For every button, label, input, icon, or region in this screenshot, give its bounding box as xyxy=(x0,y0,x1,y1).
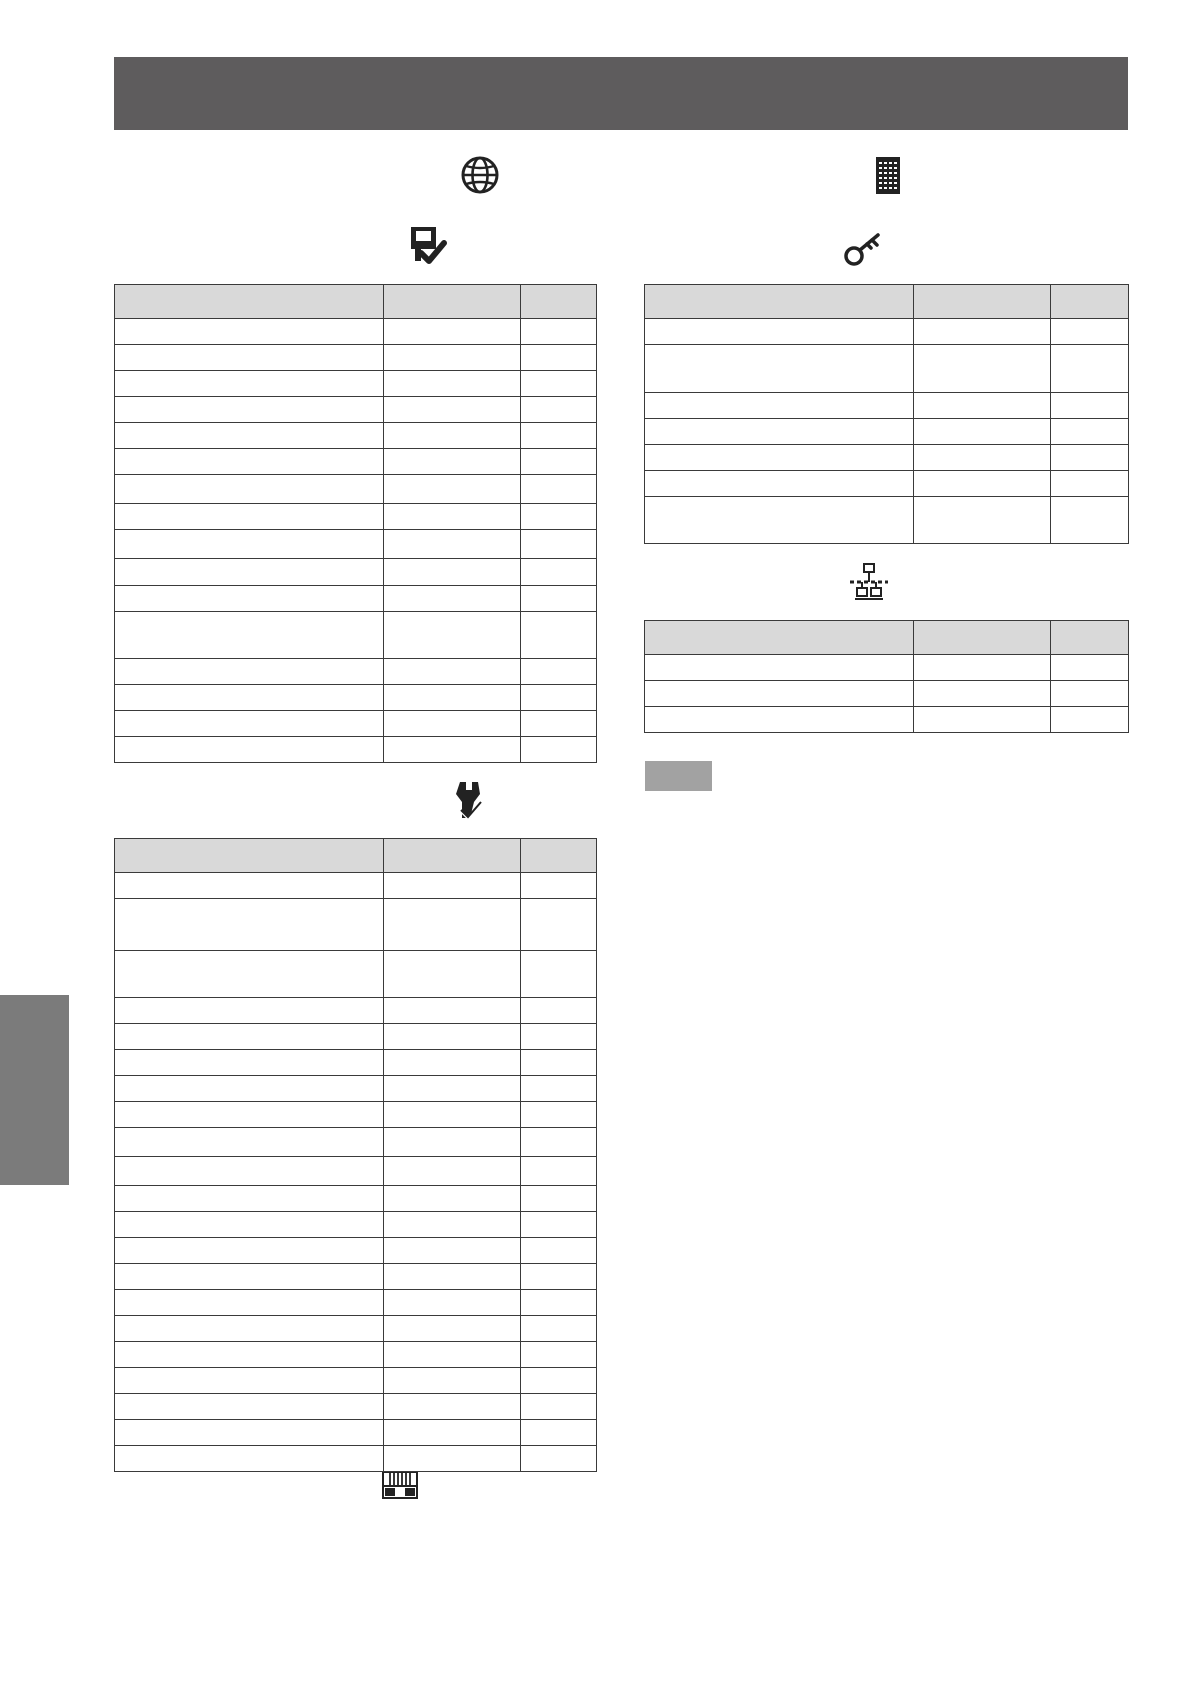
table-row xyxy=(115,586,597,612)
table-cell xyxy=(521,659,597,685)
table-cell xyxy=(521,1157,597,1186)
table-row xyxy=(115,559,597,586)
table-header-row xyxy=(115,285,597,319)
table-header-row xyxy=(645,285,1129,319)
table-cell xyxy=(384,345,521,371)
table-cell xyxy=(914,445,1051,471)
table-cell xyxy=(115,1128,384,1157)
table-cell xyxy=(384,1102,521,1128)
table-cell xyxy=(521,423,597,449)
table-header-cell xyxy=(115,839,384,873)
table-cell xyxy=(115,345,384,371)
table-cell xyxy=(115,530,384,559)
table-cell xyxy=(521,1264,597,1290)
table-row xyxy=(115,475,597,504)
table-row xyxy=(645,497,1129,544)
table-cell xyxy=(384,1368,521,1394)
table-cell xyxy=(645,345,914,393)
table-cell xyxy=(384,685,521,711)
table-cell xyxy=(384,530,521,559)
table-header-cell xyxy=(914,285,1051,319)
table-cell xyxy=(914,707,1051,733)
settings-table-right-top xyxy=(644,284,1129,544)
table-cell xyxy=(115,1394,384,1420)
table-row xyxy=(115,1076,597,1102)
settings-table-left-bottom xyxy=(114,838,597,1472)
table-cell xyxy=(384,1128,521,1157)
table-row xyxy=(115,998,597,1024)
table-cell xyxy=(914,419,1051,445)
table-row xyxy=(115,1316,597,1342)
table-cell xyxy=(384,371,521,397)
table-cell xyxy=(1051,419,1129,445)
table-header-cell xyxy=(521,285,597,319)
table-cell xyxy=(521,1368,597,1394)
table-row xyxy=(115,1368,597,1394)
table-cell xyxy=(115,737,384,763)
table-cell xyxy=(914,471,1051,497)
table-row xyxy=(115,504,597,530)
table-row xyxy=(115,1394,597,1420)
table-cell xyxy=(645,445,914,471)
table-cell xyxy=(1051,393,1129,419)
multi-screen-icon xyxy=(382,1471,418,1499)
table-cell xyxy=(384,1186,521,1212)
table-row xyxy=(115,1446,597,1472)
table-header-cell xyxy=(384,285,521,319)
table-cell xyxy=(645,393,914,419)
table-cell xyxy=(384,1290,521,1316)
table-row xyxy=(115,449,597,475)
table-cell xyxy=(384,737,521,763)
table-row xyxy=(115,685,597,711)
table-cell xyxy=(521,371,597,397)
table-cell xyxy=(115,612,384,659)
table-cell xyxy=(384,899,521,951)
table-cell xyxy=(645,319,914,345)
table-cell xyxy=(384,397,521,423)
table-row xyxy=(115,612,597,659)
table-cell xyxy=(914,319,1051,345)
table-cell xyxy=(115,1342,384,1368)
table-cell xyxy=(521,397,597,423)
table-cell xyxy=(521,873,597,899)
table-cell xyxy=(521,1394,597,1420)
table-cell xyxy=(384,1394,521,1420)
table-cell xyxy=(521,737,597,763)
table-row xyxy=(115,711,597,737)
table-cell xyxy=(384,612,521,659)
table-cell xyxy=(521,1342,597,1368)
table-cell xyxy=(115,1316,384,1342)
table-cell xyxy=(914,681,1051,707)
table-cell xyxy=(384,1024,521,1050)
table-cell xyxy=(384,711,521,737)
table-header-row xyxy=(115,839,597,873)
table-cell xyxy=(384,1157,521,1186)
table-row xyxy=(115,873,597,899)
settings-table-right-bottom xyxy=(644,620,1129,733)
table-cell xyxy=(1051,681,1129,707)
table-cell xyxy=(1051,471,1129,497)
page-header-bar xyxy=(114,57,1128,130)
table-cell xyxy=(521,530,597,559)
display-check-icon xyxy=(409,225,447,267)
table-cell xyxy=(1051,345,1129,393)
table-cell xyxy=(115,711,384,737)
table-header-cell xyxy=(1051,621,1129,655)
table-cell xyxy=(115,1024,384,1050)
table-cell xyxy=(115,423,384,449)
table-cell xyxy=(521,1212,597,1238)
table-row xyxy=(115,1128,597,1157)
table-cell xyxy=(384,1420,521,1446)
table-row xyxy=(115,423,597,449)
table-header-cell xyxy=(384,839,521,873)
table-cell xyxy=(384,423,521,449)
table-row xyxy=(645,655,1129,681)
table-row xyxy=(115,1290,597,1316)
table-cell xyxy=(1051,497,1129,544)
table-cell xyxy=(521,998,597,1024)
table-cell xyxy=(115,504,384,530)
table-row xyxy=(115,1157,597,1186)
table-cell xyxy=(521,1290,597,1316)
memory-card-icon xyxy=(875,156,901,195)
chapter-side-tab xyxy=(0,995,69,1185)
table-cell xyxy=(384,998,521,1024)
table-row xyxy=(645,471,1129,497)
table-row xyxy=(115,1264,597,1290)
table-cell xyxy=(521,345,597,371)
table-cell xyxy=(645,707,914,733)
table-cell xyxy=(521,559,597,586)
table-cell xyxy=(384,1342,521,1368)
table-cell xyxy=(384,1316,521,1342)
table-row xyxy=(115,1102,597,1128)
table-header-cell xyxy=(521,839,597,873)
table-cell xyxy=(914,655,1051,681)
table-row xyxy=(115,1212,597,1238)
table-cell xyxy=(115,397,384,423)
table-cell xyxy=(115,951,384,998)
table-cell xyxy=(521,1186,597,1212)
table-cell xyxy=(521,1420,597,1446)
table-row xyxy=(115,345,597,371)
table-cell xyxy=(115,1076,384,1102)
table-cell xyxy=(115,998,384,1024)
table-row xyxy=(115,951,597,998)
table-cell xyxy=(115,1212,384,1238)
table-cell xyxy=(521,475,597,504)
table-cell xyxy=(115,1102,384,1128)
table-cell xyxy=(521,1102,597,1128)
table-row xyxy=(115,530,597,559)
table-header-row xyxy=(645,621,1129,655)
table-cell xyxy=(521,1024,597,1050)
table-cell xyxy=(384,1212,521,1238)
table-cell xyxy=(384,1238,521,1264)
table-cell xyxy=(384,504,521,530)
table-header-cell xyxy=(914,621,1051,655)
table-cell xyxy=(521,685,597,711)
table-cell xyxy=(384,873,521,899)
table-row xyxy=(115,1186,597,1212)
table-row xyxy=(115,899,597,951)
table-cell xyxy=(384,1446,521,1472)
table-cell xyxy=(521,1316,597,1342)
table-cell xyxy=(1051,319,1129,345)
table-row xyxy=(645,393,1129,419)
table-cell xyxy=(521,1446,597,1472)
table-cell xyxy=(521,1076,597,1102)
table-row xyxy=(645,681,1129,707)
table-row xyxy=(115,737,597,763)
table-cell xyxy=(645,497,914,544)
table-row xyxy=(115,1050,597,1076)
table-row xyxy=(115,397,597,423)
table-row xyxy=(645,319,1129,345)
table-header-cell xyxy=(645,621,914,655)
table-cell xyxy=(384,586,521,612)
table-cell xyxy=(914,345,1051,393)
table-row xyxy=(115,319,597,345)
table-cell xyxy=(384,1076,521,1102)
table-cell xyxy=(521,319,597,345)
table-cell xyxy=(521,951,597,998)
table-cell xyxy=(521,504,597,530)
key-icon xyxy=(843,231,883,267)
table-cell xyxy=(914,497,1051,544)
table-cell xyxy=(645,471,914,497)
table-cell xyxy=(115,475,384,504)
table-cell xyxy=(115,559,384,586)
table-cell xyxy=(115,449,384,475)
table-row xyxy=(645,445,1129,471)
table-row xyxy=(645,707,1129,733)
table-cell xyxy=(384,319,521,345)
table-cell xyxy=(115,1157,384,1186)
table-cell xyxy=(521,899,597,951)
globe-icon xyxy=(460,155,500,195)
table-cell xyxy=(115,1050,384,1076)
table-cell xyxy=(115,371,384,397)
table-row xyxy=(115,1238,597,1264)
table-cell xyxy=(1051,655,1129,681)
table-row xyxy=(115,371,597,397)
table-cell xyxy=(645,681,914,707)
table-cell xyxy=(645,419,914,445)
table-cell xyxy=(521,449,597,475)
table-cell xyxy=(115,873,384,899)
table-cell xyxy=(521,1050,597,1076)
table-cell xyxy=(521,1238,597,1264)
table-cell xyxy=(384,449,521,475)
table-cell xyxy=(115,1446,384,1472)
table-cell xyxy=(521,586,597,612)
table-cell xyxy=(115,586,384,612)
table-header-cell xyxy=(1051,285,1129,319)
table-cell xyxy=(115,1186,384,1212)
table-cell xyxy=(384,1050,521,1076)
note-label xyxy=(645,761,712,791)
table-row xyxy=(645,345,1129,393)
table-cell xyxy=(1051,445,1129,471)
table-cell xyxy=(115,899,384,951)
table-cell xyxy=(115,1238,384,1264)
table-cell xyxy=(645,655,914,681)
table-cell xyxy=(384,475,521,504)
table-header-cell xyxy=(645,285,914,319)
table-row xyxy=(645,419,1129,445)
table-row xyxy=(115,659,597,685)
table-header-cell xyxy=(115,285,384,319)
table-cell xyxy=(521,711,597,737)
table-row xyxy=(115,1024,597,1050)
settings-table-left-top xyxy=(114,284,597,763)
table-row xyxy=(115,1420,597,1446)
table-cell xyxy=(1051,707,1129,733)
network-icon xyxy=(847,562,891,604)
table-cell xyxy=(914,393,1051,419)
table-cell xyxy=(384,559,521,586)
table-cell xyxy=(384,1264,521,1290)
table-cell xyxy=(384,659,521,685)
table-row xyxy=(115,1342,597,1368)
table-cell xyxy=(521,612,597,659)
table-cell xyxy=(115,319,384,345)
table-cell xyxy=(521,1128,597,1157)
table-cell xyxy=(115,1420,384,1446)
table-cell xyxy=(115,1264,384,1290)
wrench-icon xyxy=(450,780,484,822)
table-cell xyxy=(115,1368,384,1394)
table-cell xyxy=(384,951,521,998)
table-cell xyxy=(115,659,384,685)
table-cell xyxy=(115,685,384,711)
table-cell xyxy=(115,1290,384,1316)
